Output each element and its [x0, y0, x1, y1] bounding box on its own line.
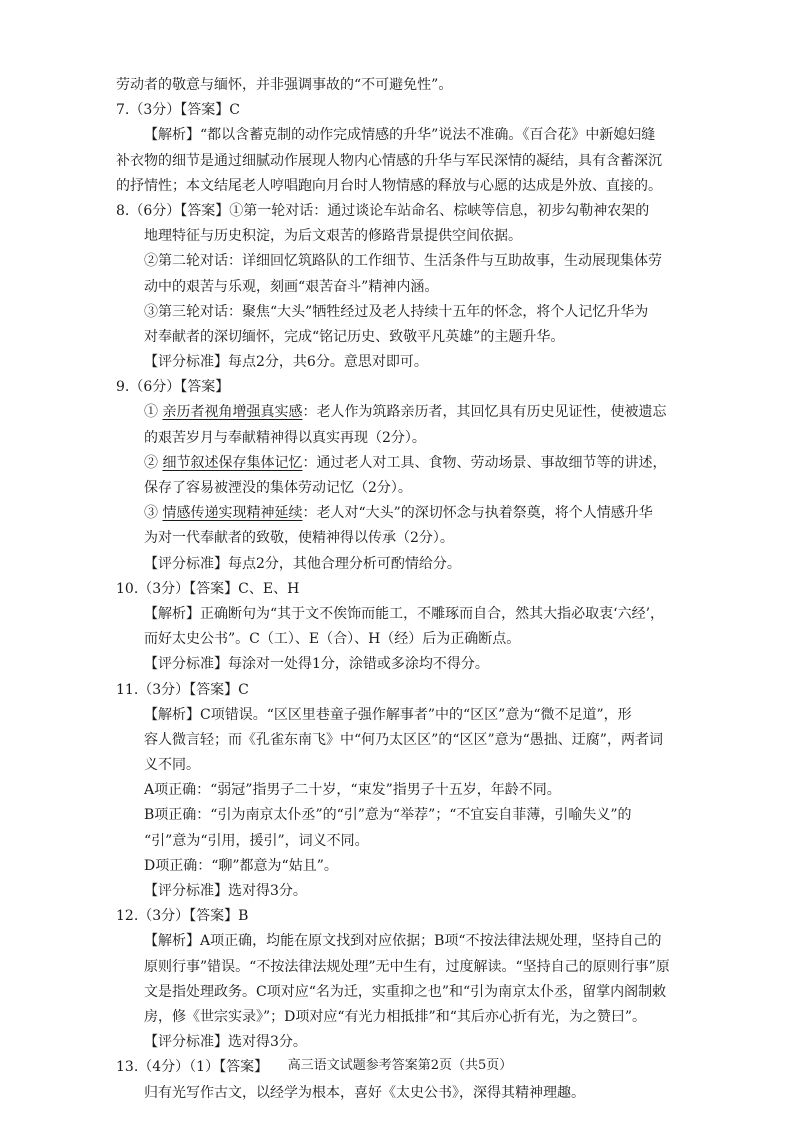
line-text: ②第二轮对话：详细回忆筑路队的工作细节、生活条件与互助故事，生动展现集体劳	[144, 253, 662, 270]
line-text: 【评分标准】每点2分，其他合理分析可酌情给分。	[144, 555, 461, 572]
text-line	[116, 981, 688, 1006]
text-line	[116, 603, 688, 628]
line-text: 11.（3分）【答案】C	[116, 681, 249, 698]
text-line	[116, 376, 688, 401]
line-text: 归有光写作古文，以经学为根本，喜好《太史公书》，深得其精神理趣。	[144, 1084, 585, 1101]
text-line	[116, 502, 688, 527]
text-line	[116, 452, 688, 477]
text-line	[116, 326, 688, 351]
line-text: 而好太史公书”。C（工）、E（合）、H（经）后为正确断点。	[144, 631, 521, 648]
line-text: 9.（6分）【答案】	[116, 379, 230, 396]
line-text: A项正确：“弱冠”指男子二十岁，“束发”指男子十五岁，年龄不同。	[144, 782, 561, 799]
text-line	[116, 905, 688, 930]
text-line	[116, 804, 688, 829]
text-line	[116, 401, 688, 426]
text-line	[116, 679, 688, 704]
text-line	[116, 351, 688, 376]
text-line	[116, 175, 688, 200]
line-text: 【解析】A项正确，均能在原文找到对应依据；B项“不按法律法规处理，坚持自己的	[144, 933, 662, 950]
line-text: 【解析】正确断句为“其于文不俟饰而能工，不雕琢而自合，然其大指必取衷‘六经’，	[144, 605, 665, 622]
text-line	[116, 880, 688, 905]
text-line	[116, 855, 688, 880]
line-text: B项正确：“引为南京太仆丞”的“引”意为“举荐”；“不宜妄自菲薄，引喻失义”的	[144, 807, 632, 824]
text-line	[116, 830, 688, 855]
page-footer: 高三语文试题参考答案第2页（共5页）	[287, 1058, 513, 1073]
line-text: 10.（3分）【答案】C、E、H	[116, 580, 300, 597]
line-text: 8.（6分）【答案】①第一轮对话：通过谈论车站命名、棕峡等信息，初步勾勒神农架的	[116, 202, 650, 219]
text-line	[116, 301, 688, 326]
text-line	[116, 250, 688, 275]
text-line	[116, 754, 688, 779]
text-line	[116, 578, 688, 603]
line-text: 13.（4分）（1）【答案】	[116, 1059, 269, 1076]
text-line	[116, 930, 688, 955]
line-text: 补衣物的细节是通过细腻动作展现人物内心情感的升华与军民深情的凝结，具有含蓄深沉	[116, 152, 662, 169]
text-line	[116, 477, 688, 502]
line-text: ①	[144, 404, 163, 421]
line-text-rest: ：老人作为筑路亲历者，其回忆具有历史见证性，使被遗忘	[302, 404, 667, 421]
line-text: 原则行事”错误。“不按法律法规处理”无中生有，过度解读。“坚持自己的原则行事”原	[144, 958, 670, 975]
line-text: 文是指处理政务。C项对应“名为迁，实重抑之也”和“引为南京太仆丞，留掌内阁制敕	[144, 983, 667, 1000]
line-text: 房，修《世宗实录》”；D项对应“有光力相抵排”和“其后亦心折有光，为之赞曰”。	[144, 1008, 647, 1025]
line-text-rest: ：通过老人对工具、食物、劳动场景、事故细节等的讲述，	[302, 454, 667, 471]
line-text: 劳动者的敬意与缅怀，并非强调事故的“不可避免性”。	[116, 77, 453, 93]
underlined-point: 细节叙述保存集体记忆	[162, 454, 303, 471]
line-text: 【评分标准】选对得3分。	[144, 1034, 307, 1051]
text-line	[116, 74, 688, 99]
text-line	[116, 200, 688, 225]
line-text-rest: ：老人对“大头”的深切怀念与执着祭奠，将个人情感升华	[302, 505, 653, 522]
text-line	[116, 1031, 688, 1056]
text-line	[116, 124, 688, 149]
line-text: 【评分标准】每涂对一处得1分，涂错或多涂均不得分。	[144, 656, 489, 673]
text-line	[116, 276, 688, 301]
text-line	[116, 553, 688, 578]
text-line	[116, 527, 688, 552]
text-line	[116, 653, 688, 678]
line-text: 【解析】C项错误。“区区里巷童子强作解事者”中的“区区”意为“微不足道”，形	[144, 706, 632, 723]
answer-content	[116, 74, 688, 1107]
line-text: 为对一代奉献者的致敬，使精神得以传承（2分）。	[144, 530, 454, 547]
text-line	[116, 225, 688, 250]
line-text: ②	[144, 454, 163, 471]
text-line	[116, 628, 688, 653]
line-text: ③第三轮对话：聚焦“大头”牺牲经过及老人持续十五年的怀念，将个人记忆升华为	[144, 303, 649, 320]
line-text: 动中的艰苦与乐观，刻画“艰苦奋斗”精神内涵。	[144, 278, 439, 295]
line-text: 容人微言轻；而《孔雀东南飞》中“何乃太区区”的“区区”意为“愚拙、迂腐”，两者词	[144, 731, 663, 748]
underlined-point: 情感传递实现精神延续	[162, 505, 303, 522]
text-line	[116, 729, 688, 754]
line-text: 【评分标准】每点2分，共6分。意思对即可。	[144, 354, 428, 371]
line-text: 义不同。	[144, 757, 200, 774]
line-text: “引”意为“引用，援引”，词义不同。	[144, 832, 369, 849]
text-line	[116, 427, 688, 452]
line-text: 的艰苦岁月与奉献精神得以真实再现（2分）。	[144, 429, 426, 446]
line-text: 地理特征与历史积淀，为后文艰苦的修路背景提供空间依据。	[144, 228, 522, 245]
line-text: 【评分标准】选对得3分。	[144, 883, 307, 899]
text-line	[116, 1082, 688, 1107]
underlined-point: 亲历者视角增强真实感	[162, 404, 303, 421]
line-text: 的抒情性；本文结尾老人哼唱跑向月台时人物情感的释放与心愿的达成是外放、直接的。	[116, 177, 662, 194]
text-line	[116, 150, 688, 175]
line-text: 【解析】“都以含蓄克制的动作完成情感的升华”说法不准确。《百合花》中新媳妇缝	[144, 127, 656, 144]
text-line	[116, 99, 688, 124]
text-line	[116, 704, 688, 729]
text-line	[116, 956, 688, 981]
text-line	[116, 779, 688, 804]
line-text: 7.（3分）【答案】C	[116, 102, 240, 119]
line-text: 12.（3分）【答案】B	[116, 908, 249, 925]
line-text: D项正确：“聊”都意为“姑且”。	[144, 857, 338, 874]
line-text: 保存了容易被湮没的集体劳动记忆（2分）。	[144, 480, 412, 496]
line-text: 对奉献者的深切缅怀，完成“铭记历史、致敬平凡英雄”的主题升华。	[144, 328, 565, 345]
line-text: ③	[144, 505, 163, 522]
text-line	[116, 1006, 688, 1031]
